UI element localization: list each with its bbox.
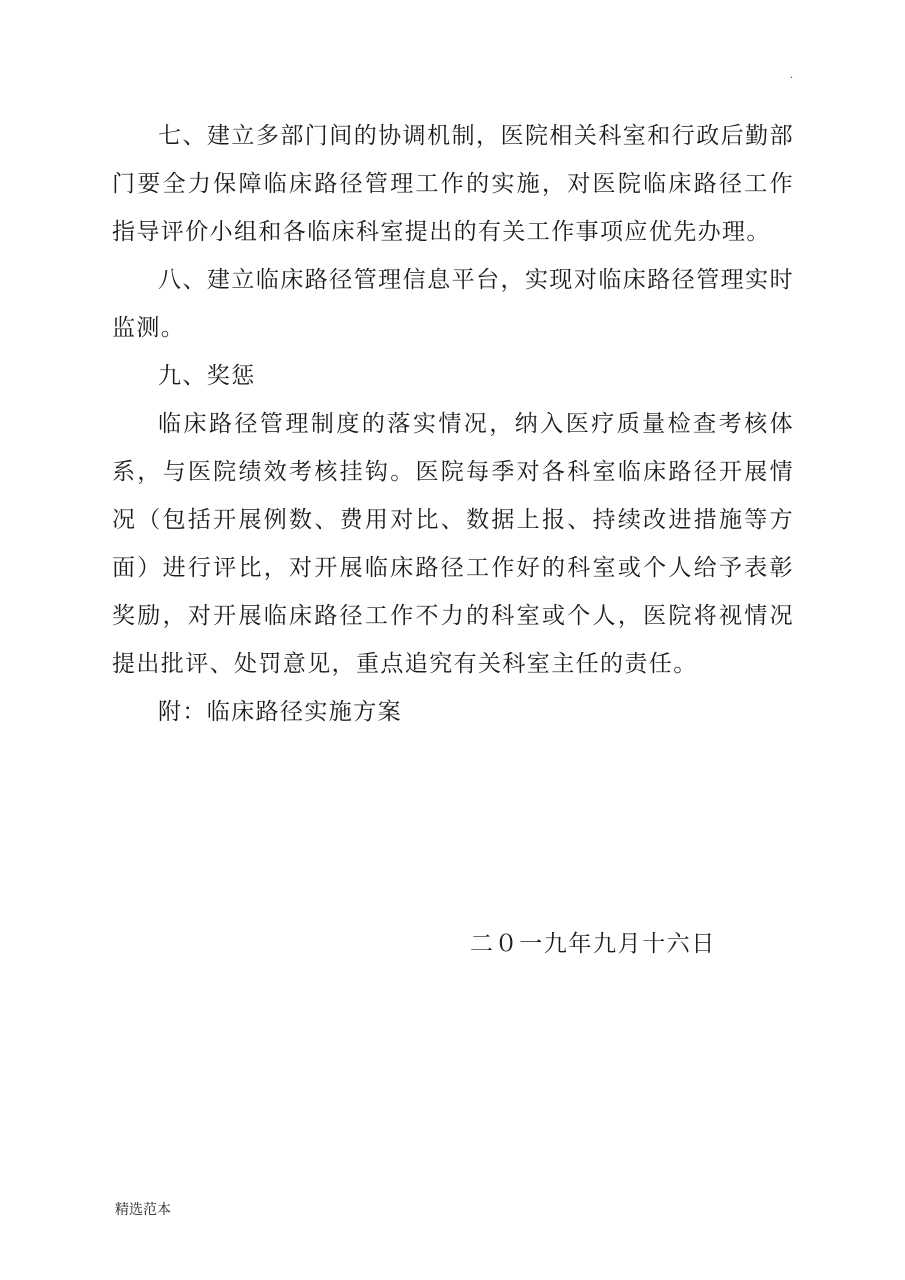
corner-mark: . <box>789 70 793 81</box>
paragraph-information-platform: 八、建立临床路径管理信息平台，实现对临床路径管理实时监测。 <box>112 267 794 341</box>
section-heading-rewards-penalties: 九、奖惩 <box>158 363 256 389</box>
paragraph-attachment: 附：临床路径实施方案 <box>158 699 402 725</box>
document-date: 二０一九年九月十六日 <box>470 931 716 957</box>
document-body <box>112 112 794 736</box>
paragraph-coordination-mechanism: 七、建立多部门间的协调机制，医院相关科室和行政后勤部门要全力保障临床路径管理工作的实施，对医院临床路径工作指导评价小组和各临床科室提出的有关工作事项应优先办理。 <box>112 123 794 245</box>
footer-label: 精选范本 <box>115 1202 171 1218</box>
paragraph-rewards-penalties: 临床路径管理制度的落实情况，纳入医疗质量检查考核体系，与医院绩效考核挂钩。医院每季对各科室临床路径开展情况（包括开展例数、费用对比、数据上报、持续改进措施等方面）进行评比，对开展临床路径工作好的科室或个人给予表彰奖励，对开展临床路径工作不力的科室或个人，医院将视情况提出批评、处罚意见，重点追究有关科室主任的责任。 <box>112 411 794 677</box>
